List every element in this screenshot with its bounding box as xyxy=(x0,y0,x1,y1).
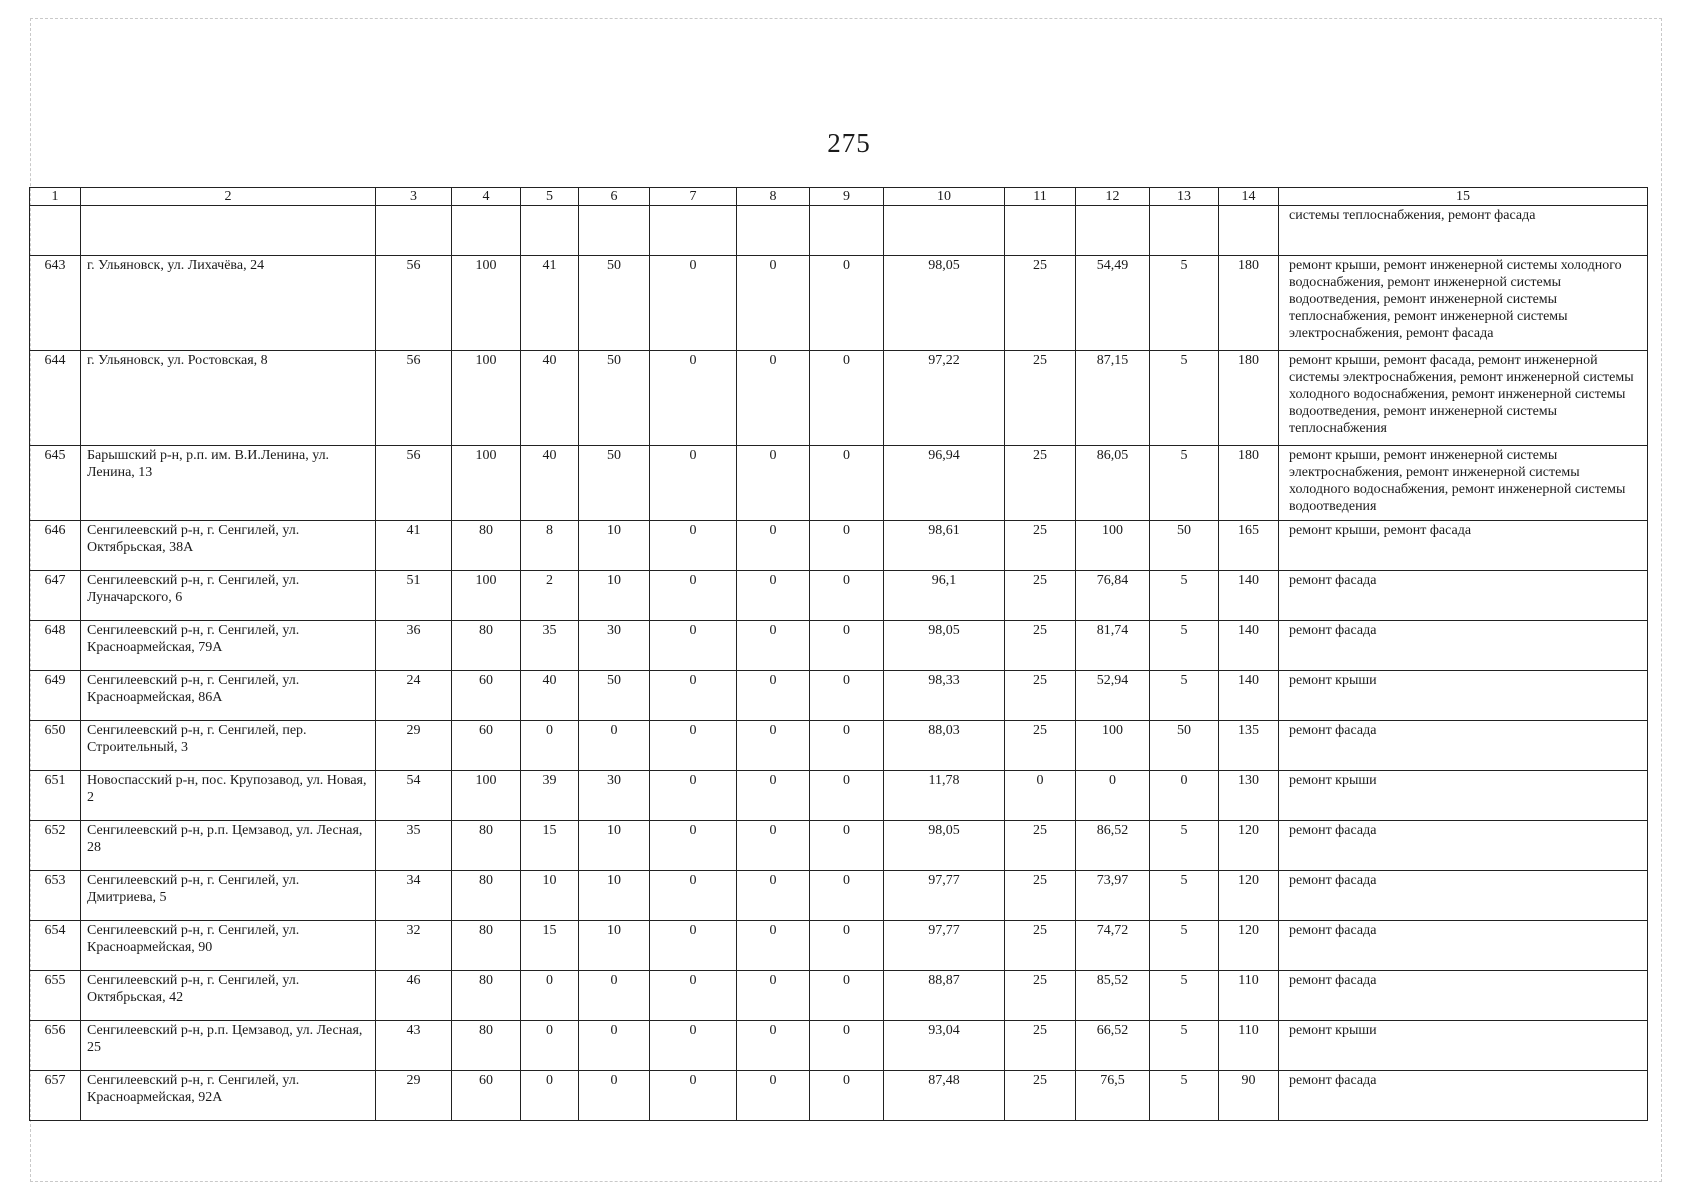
table-cell: 5 xyxy=(1150,671,1219,721)
table-cell: 0 xyxy=(810,521,884,571)
table-cell: 66,52 xyxy=(1076,1021,1150,1071)
repair-works-cell: ремонт фасада xyxy=(1279,971,1648,1021)
table-row xyxy=(30,256,1648,351)
address-cell xyxy=(81,206,376,256)
table-cell: 43 xyxy=(376,1021,452,1071)
table-cell: 0 xyxy=(810,971,884,1021)
page-number: 275 xyxy=(827,128,871,158)
address-cell: г. Ульяновск, ул. Лихачёва, 24 xyxy=(81,256,376,351)
table-cell: 98,61 xyxy=(884,521,1005,571)
table-cell: 25 xyxy=(1005,621,1076,671)
row-number-cell: 651 xyxy=(30,771,81,821)
address-cell: г. Ульяновск, ул. Ростовская, 8 xyxy=(81,351,376,446)
table-cell: 0 xyxy=(1005,771,1076,821)
table-cell: 0 xyxy=(650,971,737,1021)
table-cell: 5 xyxy=(1150,256,1219,351)
table-cell: 52,94 xyxy=(1076,671,1150,721)
table-cell: 80 xyxy=(452,871,521,921)
column-header: 10 xyxy=(884,188,1005,206)
address-cell: Новоспасский р-н, пос. Крупозавод, ул. Новая, 2 xyxy=(81,771,376,821)
row-number-cell: 656 xyxy=(30,1021,81,1071)
table-cell: 0 xyxy=(521,971,579,1021)
repair-works-cell: ремонт крыши xyxy=(1279,671,1648,721)
table-cell: 0 xyxy=(579,1021,650,1071)
table-cell: 120 xyxy=(1219,921,1279,971)
table-cell: 39 xyxy=(521,771,579,821)
table-cell xyxy=(1219,206,1279,256)
row-number-cell: 654 xyxy=(30,921,81,971)
table-cell: 120 xyxy=(1219,871,1279,921)
table-cell: 54 xyxy=(376,771,452,821)
table-cell: 0 xyxy=(521,721,579,771)
table-cell: 32 xyxy=(376,921,452,971)
table-cell xyxy=(521,206,579,256)
table-cell: 5 xyxy=(1150,821,1219,871)
table-cell: 25 xyxy=(1005,1071,1076,1121)
table-cell: 5 xyxy=(1150,621,1219,671)
table-cell: 25 xyxy=(1005,921,1076,971)
column-header: 1 xyxy=(30,188,81,206)
table-cell: 0 xyxy=(810,571,884,621)
table-cell: 25 xyxy=(1005,521,1076,571)
table-cell: 0 xyxy=(737,671,810,721)
row-number-cell: 655 xyxy=(30,971,81,1021)
column-header: 11 xyxy=(1005,188,1076,206)
table-cell: 0 xyxy=(579,971,650,1021)
table-row xyxy=(30,671,1648,721)
column-header: 4 xyxy=(452,188,521,206)
row-number-cell: 647 xyxy=(30,571,81,621)
table-row xyxy=(30,446,1648,521)
table-cell: 0 xyxy=(650,571,737,621)
table-cell: 180 xyxy=(1219,256,1279,351)
table-cell: 100 xyxy=(452,256,521,351)
table-cell: 0 xyxy=(737,1071,810,1121)
table-cell: 100 xyxy=(1076,521,1150,571)
table-cell: 0 xyxy=(579,1071,650,1121)
row-number-cell xyxy=(30,206,81,256)
table-cell: 0 xyxy=(737,771,810,821)
address-cell: Сенгилеевский р-н, г. Сенгилей, ул. Луначарского, 6 xyxy=(81,571,376,621)
table-cell: 0 xyxy=(650,721,737,771)
table-cell: 0 xyxy=(650,351,737,446)
table-cell: 0 xyxy=(737,921,810,971)
table-cell: 96,1 xyxy=(884,571,1005,621)
table-cell: 8 xyxy=(521,521,579,571)
table-cell: 0 xyxy=(737,971,810,1021)
table-cell xyxy=(810,206,884,256)
register-table xyxy=(29,187,1648,1121)
table-cell: 10 xyxy=(521,871,579,921)
table-cell: 15 xyxy=(521,921,579,971)
column-header: 6 xyxy=(579,188,650,206)
table-cell: 56 xyxy=(376,351,452,446)
table-cell: 0 xyxy=(650,871,737,921)
table-cell: 40 xyxy=(521,351,579,446)
table-cell: 10 xyxy=(579,871,650,921)
repair-works-cell: ремонт фасада xyxy=(1279,1071,1648,1121)
address-cell: Сенгилеевский р-н, г. Сенгилей, ул. Красноармейская, 90 xyxy=(81,921,376,971)
table-cell: 25 xyxy=(1005,256,1076,351)
table-cell: 120 xyxy=(1219,821,1279,871)
column-header: 8 xyxy=(737,188,810,206)
repair-works-cell: ремонт крыши, ремонт инженерной системы электроснабжения, ремонт инженерной системы холодного водоснабжения, ремонт инженерной системы водоотведения xyxy=(1279,446,1648,521)
table-row xyxy=(30,821,1648,871)
table-row xyxy=(30,521,1648,571)
table-cell: 10 xyxy=(579,521,650,571)
row-number-cell: 650 xyxy=(30,721,81,771)
table-row xyxy=(30,971,1648,1021)
table-cell: 30 xyxy=(579,621,650,671)
column-header: 13 xyxy=(1150,188,1219,206)
table-cell: 5 xyxy=(1150,1071,1219,1121)
table-cell: 60 xyxy=(452,671,521,721)
table-cell: 25 xyxy=(1005,571,1076,621)
table-cell: 29 xyxy=(376,721,452,771)
table-cell: 51 xyxy=(376,571,452,621)
table-cell: 40 xyxy=(521,671,579,721)
table-cell: 180 xyxy=(1219,446,1279,521)
table-cell: 0 xyxy=(650,1071,737,1121)
table-cell: 0 xyxy=(1150,771,1219,821)
table-cell: 97,22 xyxy=(884,351,1005,446)
table-cell: 0 xyxy=(737,521,810,571)
table-cell: 140 xyxy=(1219,621,1279,671)
table-cell: 50 xyxy=(1150,521,1219,571)
table-cell: 0 xyxy=(521,1021,579,1071)
table-cell: 46 xyxy=(376,971,452,1021)
table-cell: 0 xyxy=(737,871,810,921)
table-cell: 96,94 xyxy=(884,446,1005,521)
table-row xyxy=(30,871,1648,921)
table-cell: 0 xyxy=(1076,771,1150,821)
table-cell: 25 xyxy=(1005,721,1076,771)
table-cell: 180 xyxy=(1219,351,1279,446)
table-cell: 0 xyxy=(650,256,737,351)
table-row xyxy=(30,571,1648,621)
table-cell: 5 xyxy=(1150,871,1219,921)
repair-works-cell: ремонт фасада xyxy=(1279,621,1648,671)
table-cell: 90 xyxy=(1219,1071,1279,1121)
table-cell: 97,77 xyxy=(884,871,1005,921)
address-cell: Сенгилеевский р-н, г. Сенгилей, ул. Октябрьская, 38А xyxy=(81,521,376,571)
table-cell: 0 xyxy=(650,771,737,821)
table-cell: 0 xyxy=(650,521,737,571)
row-number-cell: 643 xyxy=(30,256,81,351)
column-header: 15 xyxy=(1279,188,1648,206)
repair-works-cell: ремонт крыши, ремонт фасада xyxy=(1279,521,1648,571)
table-cell: 0 xyxy=(737,256,810,351)
repair-works-cell: ремонт фасада xyxy=(1279,721,1648,771)
table-cell: 100 xyxy=(452,571,521,621)
column-header: 14 xyxy=(1219,188,1279,206)
table-cell: 5 xyxy=(1150,921,1219,971)
table-cell: 60 xyxy=(452,1071,521,1121)
address-cell: Сенгилеевский р-н, г. Сенгилей, ул. Октябрьская, 42 xyxy=(81,971,376,1021)
table-cell: 76,5 xyxy=(1076,1071,1150,1121)
table-cell: 80 xyxy=(452,821,521,871)
table-cell: 5 xyxy=(1150,571,1219,621)
address-cell: Сенгилеевский р-н, г. Сенгилей, пер. Строительный, 3 xyxy=(81,721,376,771)
table-cell: 5 xyxy=(1150,351,1219,446)
table-cell: 98,05 xyxy=(884,821,1005,871)
table-row xyxy=(30,921,1648,971)
table-cell: 2 xyxy=(521,571,579,621)
table-cell: 0 xyxy=(737,821,810,871)
column-header: 2 xyxy=(81,188,376,206)
table-cell: 0 xyxy=(650,621,737,671)
table-cell: 100 xyxy=(452,771,521,821)
table-cell: 73,97 xyxy=(1076,871,1150,921)
table-cell: 0 xyxy=(650,821,737,871)
table-cell: 0 xyxy=(737,1021,810,1071)
table-cell: 0 xyxy=(737,351,810,446)
table-cell: 0 xyxy=(810,821,884,871)
table-cell: 0 xyxy=(810,256,884,351)
table-cell: 0 xyxy=(737,571,810,621)
address-cell: Сенгилеевский р-н, г. Сенгилей, ул. Дмитриева, 5 xyxy=(81,871,376,921)
table-cell: 0 xyxy=(810,771,884,821)
repair-works-cell: ремонт крыши xyxy=(1279,771,1648,821)
table-cell: 50 xyxy=(579,256,650,351)
row-number-cell: 644 xyxy=(30,351,81,446)
table-cell: 100 xyxy=(1076,721,1150,771)
table-cell: 0 xyxy=(737,621,810,671)
table-cell: 40 xyxy=(521,446,579,521)
table-row xyxy=(30,1021,1648,1071)
column-header: 5 xyxy=(521,188,579,206)
table-cell: 165 xyxy=(1219,521,1279,571)
table-cell: 140 xyxy=(1219,671,1279,721)
table-cell: 110 xyxy=(1219,1021,1279,1071)
table-cell: 98,05 xyxy=(884,621,1005,671)
table-cell: 56 xyxy=(376,446,452,521)
table-cell: 25 xyxy=(1005,351,1076,446)
table-cell: 100 xyxy=(452,351,521,446)
table-cell: 88,03 xyxy=(884,721,1005,771)
table-row xyxy=(30,351,1648,446)
table-cell xyxy=(1005,206,1076,256)
table-cell: 25 xyxy=(1005,446,1076,521)
table-cell: 80 xyxy=(452,621,521,671)
table-cell: 86,05 xyxy=(1076,446,1150,521)
table-cell: 93,04 xyxy=(884,1021,1005,1071)
table-cell: 80 xyxy=(452,921,521,971)
table-cell: 25 xyxy=(1005,971,1076,1021)
table-cell: 5 xyxy=(1150,971,1219,1021)
table-row xyxy=(30,1071,1648,1121)
table-cell xyxy=(1150,206,1219,256)
table-cell: 0 xyxy=(650,1021,737,1071)
table-cell: 29 xyxy=(376,1071,452,1121)
row-number-cell: 652 xyxy=(30,821,81,871)
row-number-cell: 645 xyxy=(30,446,81,521)
table-cell: 0 xyxy=(650,921,737,971)
table-cell xyxy=(884,206,1005,256)
address-cell: Сенгилеевский р-н, г. Сенгилей, ул. Красноармейская, 86А xyxy=(81,671,376,721)
table-cell xyxy=(376,206,452,256)
table-cell: 5 xyxy=(1150,446,1219,521)
table-row xyxy=(30,721,1648,771)
table-cell: 74,72 xyxy=(1076,921,1150,971)
table-cell: 34 xyxy=(376,871,452,921)
table-cell: 41 xyxy=(376,521,452,571)
repair-works-cell: ремонт фасада xyxy=(1279,871,1648,921)
address-cell: Сенгилеевский р-н, р.п. Цемзавод, ул. Лесная, 28 xyxy=(81,821,376,871)
table-cell: 30 xyxy=(579,771,650,821)
table-cell: 0 xyxy=(810,621,884,671)
table-cell: 87,15 xyxy=(1076,351,1150,446)
table-row xyxy=(30,621,1648,671)
table-cell: 0 xyxy=(810,446,884,521)
table-cell: 0 xyxy=(810,1021,884,1071)
table-cell: 56 xyxy=(376,256,452,351)
table-cell: 10 xyxy=(579,821,650,871)
row-number-cell: 657 xyxy=(30,1071,81,1121)
table-cell: 25 xyxy=(1005,871,1076,921)
table-body xyxy=(30,206,1648,1121)
repair-works-cell: ремонт крыши xyxy=(1279,1021,1648,1071)
repair-works-cell: ремонт фасада xyxy=(1279,571,1648,621)
address-cell: Сенгилеевский р-н, г. Сенгилей, ул. Красноармейская, 79А xyxy=(81,621,376,671)
table-cell xyxy=(650,206,737,256)
repair-works-cell: ремонт крыши, ремонт фасада, ремонт инженерной системы электроснабжения, ремонт инженерной системы холодного водоснабжения, ремонт инженерной системы водоотведения, ремонт инженерной системы теплоснабжения xyxy=(1279,351,1648,446)
table-cell: 25 xyxy=(1005,1021,1076,1071)
address-cell: Барышский р-н, р.п. им. В.И.Ленина, ул. Ленина, 13 xyxy=(81,446,376,521)
repair-works-cell: ремонт фасада xyxy=(1279,821,1648,871)
table-cell: 0 xyxy=(810,721,884,771)
table-cell: 25 xyxy=(1005,671,1076,721)
table-cell: 54,49 xyxy=(1076,256,1150,351)
table-cell: 100 xyxy=(452,446,521,521)
repair-works-cell: ремонт фасада xyxy=(1279,921,1648,971)
table-cell: 10 xyxy=(579,921,650,971)
table-cell: 0 xyxy=(810,351,884,446)
table-cell: 10 xyxy=(579,571,650,621)
table-row xyxy=(30,206,1648,256)
table-cell: 0 xyxy=(579,721,650,771)
table-cell: 50 xyxy=(579,671,650,721)
table-cell: 50 xyxy=(1150,721,1219,771)
table-cell: 0 xyxy=(650,671,737,721)
table-cell: 15 xyxy=(521,821,579,871)
table-cell: 110 xyxy=(1219,971,1279,1021)
table-cell: 5 xyxy=(1150,1021,1219,1071)
table-cell: 25 xyxy=(1005,821,1076,871)
table-cell: 35 xyxy=(521,621,579,671)
column-header: 3 xyxy=(376,188,452,206)
column-header: 12 xyxy=(1076,188,1150,206)
table-cell: 85,52 xyxy=(1076,971,1150,1021)
table-cell: 0 xyxy=(521,1071,579,1121)
row-number-cell: 649 xyxy=(30,671,81,721)
table-cell: 41 xyxy=(521,256,579,351)
table-cell: 88,87 xyxy=(884,971,1005,1021)
table-cell: 80 xyxy=(452,1021,521,1071)
table-cell: 130 xyxy=(1219,771,1279,821)
table-cell: 97,77 xyxy=(884,921,1005,971)
address-cell: Сенгилеевский р-н, р.п. Цемзавод, ул. Лесная, 25 xyxy=(81,1021,376,1071)
table-cell: 0 xyxy=(810,921,884,971)
row-number-cell: 653 xyxy=(30,871,81,921)
repair-works-cell: системы теплоснабжения, ремонт фасада xyxy=(1279,206,1648,256)
repair-works-cell: ремонт крыши, ремонт инженерной системы холодного водоснабжения, ремонт инженерной системы водоотведения, ремонт инженерной системы теплоснабжения, ремонт инженерной системы электроснабжения, ремонт фасада xyxy=(1279,256,1648,351)
table-cell: 80 xyxy=(452,521,521,571)
table-cell: 0 xyxy=(810,1071,884,1121)
table-cell: 135 xyxy=(1219,721,1279,771)
table-cell xyxy=(579,206,650,256)
column-number-row xyxy=(30,188,1648,206)
column-header: 7 xyxy=(650,188,737,206)
table-cell: 81,74 xyxy=(1076,621,1150,671)
table-cell: 140 xyxy=(1219,571,1279,621)
table-cell: 0 xyxy=(737,446,810,521)
table-cell xyxy=(1076,206,1150,256)
table-cell: 50 xyxy=(579,446,650,521)
row-number-cell: 646 xyxy=(30,521,81,571)
table-cell: 98,05 xyxy=(884,256,1005,351)
table-cell: 60 xyxy=(452,721,521,771)
table-cell: 0 xyxy=(737,721,810,771)
table-cell xyxy=(737,206,810,256)
address-cell: Сенгилеевский р-н, г. Сенгилей, ул. Красноармейская, 92А xyxy=(81,1071,376,1121)
table-cell: 36 xyxy=(376,621,452,671)
table-cell: 86,52 xyxy=(1076,821,1150,871)
table-cell: 24 xyxy=(376,671,452,721)
table-cell: 0 xyxy=(810,671,884,721)
row-number-cell: 648 xyxy=(30,621,81,671)
table-cell: 87,48 xyxy=(884,1071,1005,1121)
table-cell: 0 xyxy=(810,871,884,921)
table-cell: 35 xyxy=(376,821,452,871)
column-header: 9 xyxy=(810,188,884,206)
table-cell: 76,84 xyxy=(1076,571,1150,621)
table-row xyxy=(30,771,1648,821)
table-cell: 98,33 xyxy=(884,671,1005,721)
table-cell: 0 xyxy=(650,446,737,521)
table-cell xyxy=(452,206,521,256)
table-cell: 80 xyxy=(452,971,521,1021)
table-cell: 50 xyxy=(579,351,650,446)
table-cell: 11,78 xyxy=(884,771,1005,821)
